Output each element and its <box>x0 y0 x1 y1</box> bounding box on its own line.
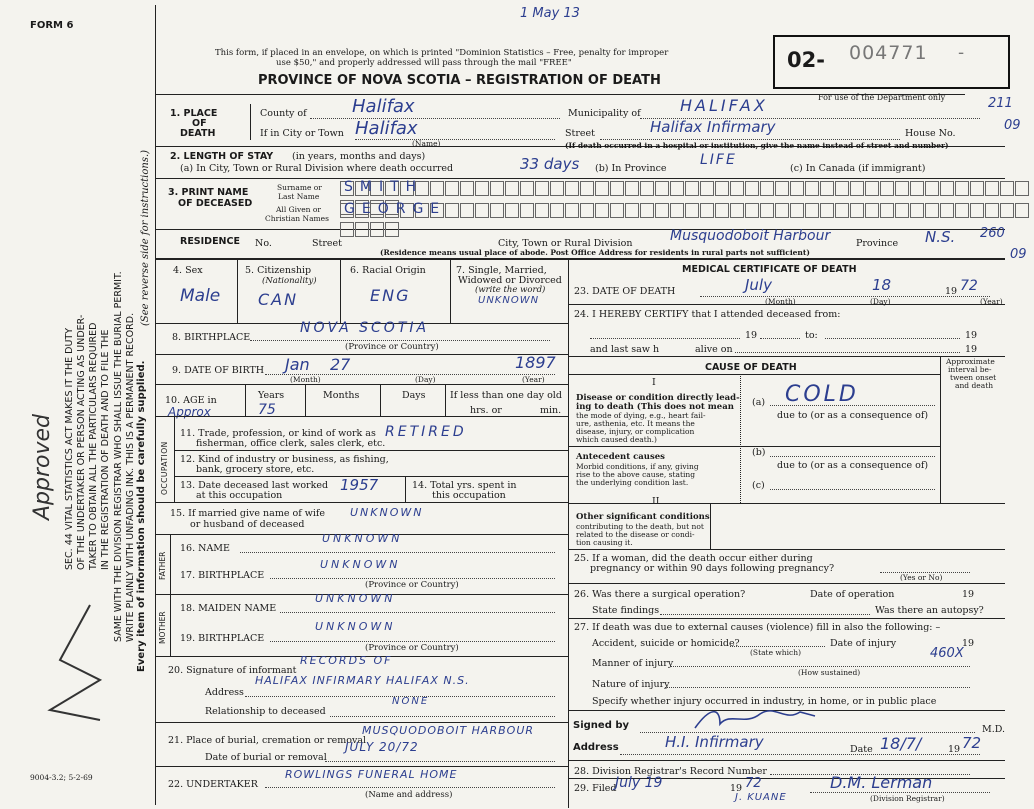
relationship-value: NONE <box>392 696 430 707</box>
dept-use-label: For use of the Department only <box>818 93 946 102</box>
sex-value: Male <box>180 286 221 306</box>
certificate-date-value: 18/7/ <box>880 734 922 753</box>
cause-a-value: COLD <box>785 382 859 407</box>
informant-address-value: HALIFAX INFIRMARY HALIFAX N.S. <box>255 674 470 687</box>
undertaker-value: ROWLINGS FUNERAL HOME <box>285 768 458 781</box>
cause-of-death-title: CAUSE OF DEATH <box>705 362 797 373</box>
municipality-value: HALIFAX <box>680 96 768 115</box>
margin-handwriting: Approved <box>30 413 55 520</box>
county-value: Halifax <box>352 96 415 117</box>
side-note-3: TAKER TO OBTAIN ALL THE PARTICULARS REQUIRED <box>88 322 99 570</box>
side-note-2: OF THE UNDERTAKER OR PERSON ACTING AS UNDER- <box>76 314 87 570</box>
medical-certificate-title: MEDICAL CERTIFICATE OF DEATH <box>682 264 857 275</box>
last-worked-value: 1957 <box>340 476 379 494</box>
dept-code-3: 09 <box>1010 247 1027 262</box>
trade-value: RETIRED <box>385 424 467 440</box>
residence-province-value: N.S. <box>925 228 956 246</box>
father-name-value: UNKNOWN <box>322 532 403 545</box>
spouse-value: UNKNOWN <box>350 506 424 519</box>
residence-code-value: 260 <box>980 226 1005 241</box>
burial-place-value: MUSQUODOBOIT HARBOUR <box>362 724 535 737</box>
mother-label: MOTHER <box>158 611 167 644</box>
physician-signature <box>690 702 820 734</box>
registration-prefix: 02- <box>787 48 825 72</box>
mother-name-value: UNKNOWN <box>315 592 396 605</box>
intro-line-1: This form, if placed in an envelope, on which is printed "Dominion Statistics – Free, penalty for improper <box>215 48 669 58</box>
birth-month-value: Jan <box>285 355 310 374</box>
age-approx: Approx <box>168 405 211 419</box>
marital-status-value: UNKNOWN <box>478 295 540 306</box>
dept-code-1: 211 <box>988 96 1013 111</box>
surname-value: SMITH <box>344 179 424 195</box>
given-names-value: GEORGE <box>344 201 447 217</box>
side-note-1: SEC. 44 VITAL STATISTICS ACT MAKES IT THE DUTY <box>64 327 75 570</box>
racial-origin-value: ENG <box>370 286 411 305</box>
burial-date-value: JULY 20/72 <box>345 740 419 754</box>
death-year-value: 72 <box>960 278 978 294</box>
registrar-signature: D.M. Lerman <box>830 773 933 792</box>
father-birthplace-value: UNKNOWN <box>320 558 401 571</box>
form-code: 9004-3.2; 5-2-69 <box>30 773 93 782</box>
filed-date-value: July 19 <box>615 775 663 791</box>
physician-address-value: H.I. Infirmary <box>665 733 764 751</box>
occupation-label: OCCUPATION <box>160 441 169 495</box>
mother-birthplace-value: UNKNOWN <box>315 620 396 633</box>
death-month-value: July <box>745 276 772 294</box>
dept-code-2: 09 <box>1004 118 1021 133</box>
informant-value: RECORDS OF <box>300 654 393 667</box>
margin-signature-stroke <box>30 600 120 730</box>
intro-line-2: use $50," and properly addressed will pass through the mail "FREE" <box>276 58 572 68</box>
death-day-value: 18 <box>872 276 892 294</box>
side-note-5: SAME WITH THE DIVISION REGISTRAR WHO SHALL ISSUE THE BURIAL PERMIT. <box>113 271 124 642</box>
stay-province-value: LIFE <box>700 152 737 168</box>
stamp-date: 1 May 13 <box>520 6 580 21</box>
side-note-7: (See reverse side for instructions.) <box>140 149 151 326</box>
father-label: FATHER <box>158 551 167 580</box>
citizenship-value: CAN <box>258 290 299 309</box>
residence-city-value: Musquodoboit Harbour <box>670 228 831 244</box>
side-note-8: Every item of information should be carefully supplied. <box>136 360 147 672</box>
registration-number: 004771 <box>849 42 928 64</box>
side-note-6: WRITE PLAINLY WITH UNFADING INK. THIS IS A PERMANENT RECORD. <box>125 312 136 642</box>
registration-number-box: 02- 004771 - <box>773 35 1010 89</box>
form-number: FORM 6 <box>30 20 74 31</box>
age-years-value: 75 <box>258 402 276 418</box>
side-note-4: IN THE REGISTRATION OF DEATH AND TO FILE THE <box>100 329 111 570</box>
street-value: Halifax Infirmary <box>650 118 776 136</box>
form-title: PROVINCE OF NOVA SCOTIA – REGISTRATION OF DEATH <box>258 73 661 88</box>
birthplace-value: NOVA SCOTIA <box>300 320 430 336</box>
birth-year-value: 1897 <box>515 353 556 372</box>
injury-code-value: 460X <box>930 646 964 661</box>
clerk-initials: J. KUANE <box>735 792 787 803</box>
filed-year-value: 72 <box>745 776 762 791</box>
stay-city-value: 33 days <box>520 155 580 173</box>
birth-day-value: 27 <box>330 355 351 374</box>
city-value: Halifax <box>355 118 418 139</box>
